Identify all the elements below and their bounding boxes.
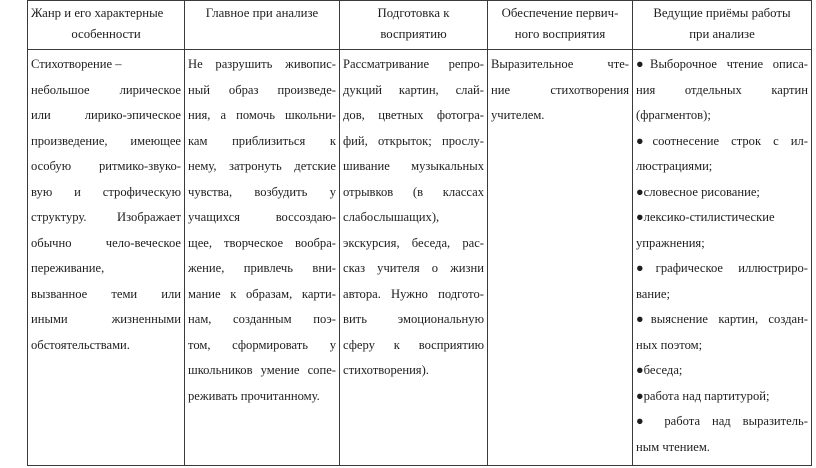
text-line: вую и строфическую [31, 184, 181, 199]
text-line: том, сформировать у [188, 337, 336, 352]
header-line: Подготовка к [377, 6, 450, 20]
cell-primary-perception [488, 50, 633, 466]
cell-genre [28, 50, 185, 466]
text-line: вить эмоциональную [343, 312, 484, 326]
text-line: автора. Нужно подгото- [343, 286, 484, 301]
text-line: ных поэтом; [636, 337, 703, 352]
text-line: фий, открыток; прослу- [343, 133, 484, 148]
text-line: Выразительное чте- [491, 57, 629, 71]
text-line: структуру. Изображает [31, 210, 181, 224]
text-line: обстоятельствами. [31, 337, 130, 352]
text-line: люстрациями; [636, 159, 713, 173]
header-line: восприятию [380, 27, 447, 41]
text-line: ●Выборочное чтение описа- [636, 57, 808, 71]
text-line: нам, созданным поэ- [188, 312, 336, 326]
text-line: стихотворения). [343, 363, 429, 377]
header-primary-perception [488, 1, 633, 50]
text-line: ●графическое иллюстриро- [636, 261, 808, 275]
text-line: ●выяснение картин, создан- [636, 312, 808, 326]
table-row [28, 50, 812, 466]
text-line: учащихся воссоздаю- [188, 210, 336, 224]
header-preparation [340, 1, 488, 50]
text-line: иными жизненными [31, 312, 181, 326]
header-line: Ведущие приёмы работы [653, 6, 791, 20]
text-line: реживать прочитанному. [188, 388, 320, 403]
text-line: ●работа над партитурой; [636, 388, 770, 403]
table-header [28, 1, 812, 50]
text-line: небольшое лирическое [31, 82, 181, 97]
text-line: упражнения; [636, 235, 705, 250]
text-line: мание к образам, карти- [188, 286, 336, 301]
cell-techniques [633, 50, 812, 466]
text-line: чувства, возбудить у [188, 184, 336, 199]
header-genre [28, 1, 185, 50]
text-line: ●лексико-стилистические [636, 210, 775, 224]
header-line: при анализе [689, 27, 755, 41]
text-line: ный образ произведе- [188, 82, 336, 97]
text-line: ния, а помочь школьни- [188, 108, 336, 122]
header-main [185, 1, 340, 50]
text-line: слабослышащих), [343, 210, 440, 224]
text-line: ния отдельных картин [636, 82, 808, 97]
text-line: шивание музыкальных [343, 159, 484, 173]
text-line: сказ учителя о жизни [343, 261, 484, 275]
text-line: (фрагментов); [636, 108, 711, 122]
text-line: жение, привлечь вни- [188, 261, 336, 275]
text-line: ние стихотворения [491, 82, 629, 97]
text-line: или лирико-эпическое [31, 108, 181, 122]
text-line: особую ритмико-звуко- [31, 159, 181, 173]
text-line: нему, затронуть детские [188, 159, 336, 173]
header-line: Главное при анализе [205, 6, 319, 20]
text-line: переживание, [31, 261, 105, 275]
header-techniques [633, 1, 812, 50]
text-line: дов, цветных фотогра- [343, 108, 484, 122]
header-line: Обеспечение первич- [501, 6, 619, 20]
header-line: особенности [71, 27, 141, 41]
text-line: ●соотнесение строк с ил- [636, 133, 808, 148]
text-line: Стихотворение – [31, 57, 122, 71]
header-line: ного восприятия [514, 27, 606, 41]
cell-preparation [340, 50, 488, 466]
text-line: сферу к восприятию [343, 337, 484, 352]
analysis-table [27, 0, 812, 466]
header-line: Жанр и его характерные [31, 6, 164, 20]
text-line: ным чтением. [636, 439, 710, 454]
cell-main [185, 50, 340, 466]
text-line: вание; [636, 286, 670, 301]
text-line: обычно чело-веческое [31, 235, 181, 250]
text-line: ●беседа; [636, 363, 683, 377]
text-line: дукций картин, слай- [343, 82, 484, 97]
text-line: Не разрушить живопис- [188, 57, 336, 71]
text-line: школьников умение сопе- [188, 363, 336, 377]
text-line: произведение, имеющее [31, 133, 181, 148]
text-line: ●словесное рисование; [636, 184, 760, 199]
text-line: вызванное теми или [31, 286, 181, 301]
text-line: экскурсия, беседа, рас- [343, 235, 484, 250]
text-line: щее, творческое вообра- [188, 235, 336, 250]
text-line: учителем. [491, 108, 545, 122]
text-line: кам приблизиться к [188, 133, 336, 148]
text-line: отрывков (в классах [343, 184, 484, 199]
text-line: Рассматривание репро- [343, 57, 484, 71]
text-line: ● работа над выразитель- [636, 414, 808, 428]
